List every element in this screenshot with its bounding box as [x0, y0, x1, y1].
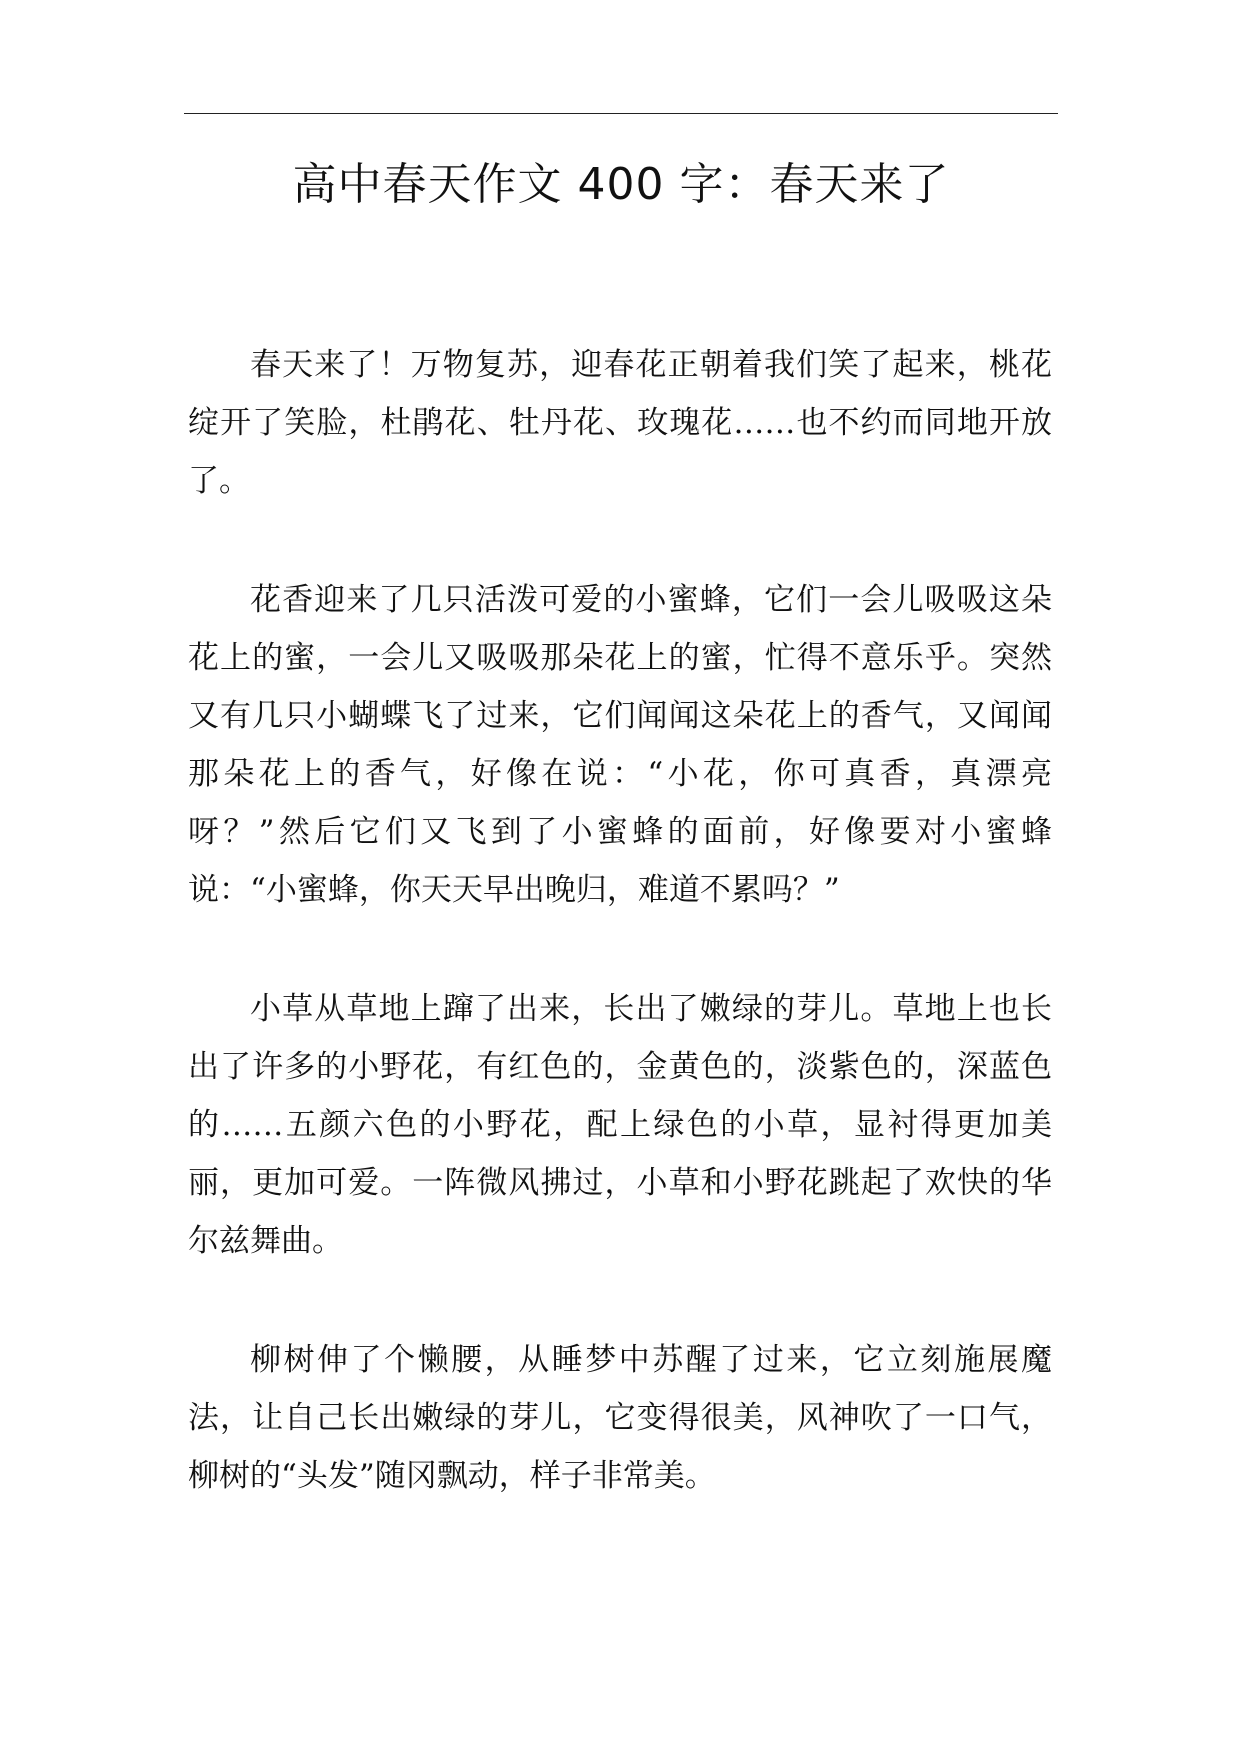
essay-body [188, 336, 1052, 1566]
paragraph-2: 花香迎来了几只活泼可爱的小蜜蜂，它们一会儿吸吸这朵花上的蜜，一会儿又吸吸那朵花上的蜜，忙得不意乐乎。突然又有几只小蝴蝶飞了过来，它们闻闻这朵花上的香气，又闻闻那朵花上的香气，好像在说：“小花，你可真香，真漂亮呀？”然后它们又飞到了小蜜蜂的面前，好像要对小蜜蜂说：“小蜜蜂，你天天早出晚归，难道不累吗？” [188, 582, 1052, 908]
header-rule [184, 113, 1058, 114]
document-title: 高中春天作文 400 字：春天来了 [292, 159, 950, 210]
paragraph-4: 柳树伸了个懒腰，从睡梦中苏醒了过来，它立刻施展魔法，让自己长出嫩绿的芽儿，它变得很美，风神吹了一口气，柳树的“头发”随冈飘动，样子非常美。 [188, 1342, 1052, 1494]
paragraph-1: 春天来了！万物复苏，迎春花正朝着我们笑了起来，桃花绽开了笑脸，杜鹃花、牡丹花、玫瑰花……也不约而同地开放了。 [188, 347, 1052, 499]
paragraph-3: 小草从草地上蹿了出来，长出了嫩绿的芽儿。草地上也长出了许多的小野花，有红色的，金黄色的，淡紫色的，深蓝色的……五颜六色的小野花，配上绿色的小草，显衬得更加美丽，更加可爱。一阵微风拂过，小草和小野花跳起了欢快的华尔兹舞曲。 [188, 991, 1052, 1259]
